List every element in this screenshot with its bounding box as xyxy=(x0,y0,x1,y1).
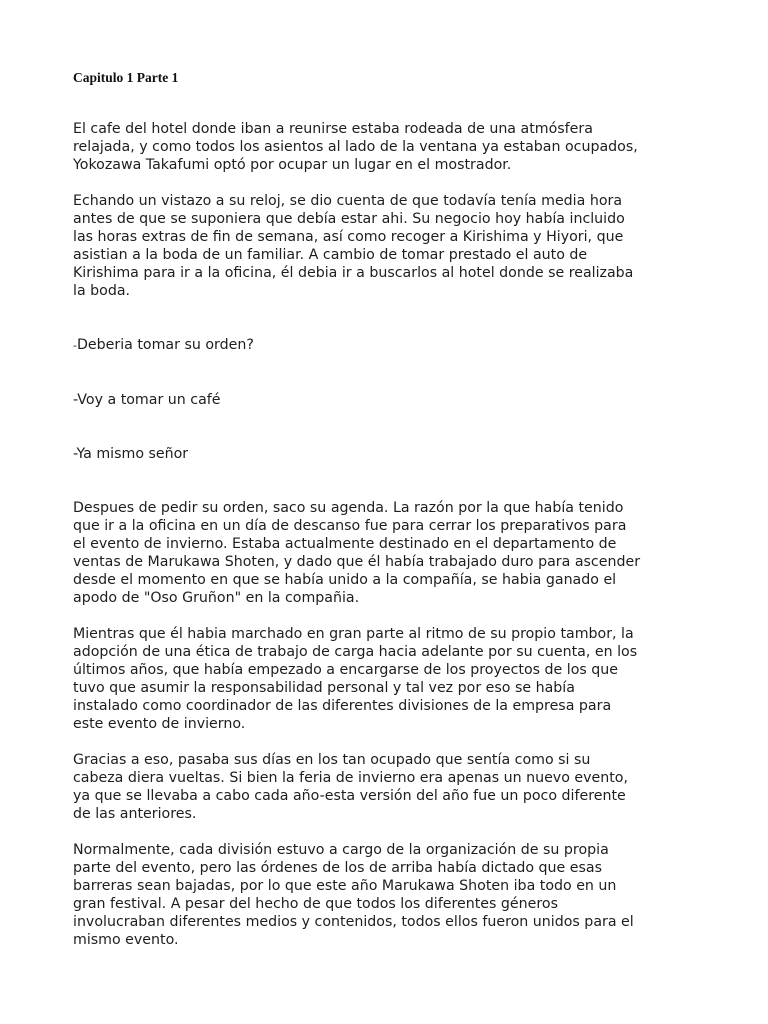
text-line: adopción de una ética de trabajo de carga hacia adelante por su cuenta, en los xyxy=(73,644,638,660)
text-line: antes de que se suponiera que debía estar ahi. Su negocio hoy había incluido xyxy=(73,211,625,227)
text-line: involucraban diferentes medios y contenidos, todos ellos fueron unidos para el xyxy=(73,914,634,930)
dialogue-line xyxy=(73,391,703,409)
text-line: Echando un vistazo a su reloj, se dio cuenta de que todavía tenía media hora xyxy=(73,193,623,209)
dialogue-dash: - xyxy=(73,392,78,408)
paragraph xyxy=(73,120,703,174)
text-line: Mientras que él habia marchado en gran parte al ritmo de su propio tambor, la xyxy=(73,626,634,642)
text-line: ventas de Marukawa Shoten, y dado que él había trabajado duro para ascender xyxy=(73,554,641,570)
dialogue-text: Deberia tomar su orden? xyxy=(76,337,254,353)
dialogue-line xyxy=(73,336,703,355)
text-line: Gracias a eso, pasaba sus días en los tan ocupado que sentía como si su xyxy=(73,752,591,768)
text-line: apodo de "Oso Gruñon" en la compañia. xyxy=(73,590,360,606)
text-line: barreras sean bajadas, por lo que este año Marukawa Shoten iba todo en un xyxy=(73,878,617,894)
text-line: de las anteriores. xyxy=(73,806,197,822)
text-line: Yokozawa Takafumi optó por ocupar un lugar en el mostrador. xyxy=(73,157,512,173)
paragraph xyxy=(73,841,703,949)
text-line: cabeza diera vueltas. Si bien la feria de invierno era apenas un nuevo evento, xyxy=(73,770,628,786)
text-line: gran festival. A pesar del hecho de que todos los diferentes géneros xyxy=(73,896,558,912)
text-line: instalado como coordinador de las diferentes divisiones de la empresa para xyxy=(73,698,612,714)
paragraph xyxy=(73,751,703,823)
paragraph xyxy=(73,625,703,733)
text-line: las horas extras de fin de semana, así como recoger a Kirishima y Hiyori, que xyxy=(73,229,624,245)
dialogue-text: Voy a tomar un café xyxy=(77,392,221,408)
text-line: ya que se llevaba a cabo cada año-esta versión del año fue un poco diferente xyxy=(73,788,626,804)
text-line: que ir a la oficina en un día de descanso fue para cerrar los preparativos para xyxy=(73,518,627,534)
dialogue-line xyxy=(73,445,703,463)
text-line: asistian a la boda de un familiar. A cambio de tomar prestado el auto de xyxy=(73,247,588,263)
text-line: desde el momento en que se había unido a la compañía, se habia ganado el xyxy=(73,572,617,588)
text-line: Normalmente, cada división estuvo a cargo de la organización de su propia xyxy=(73,842,609,858)
text-line: relajada, y como todos los asientos al lado de la ventana ya estaban ocupados, xyxy=(73,139,638,155)
text-line: parte del evento, pero las órdenes de los de arriba había dictado que esas xyxy=(73,860,602,876)
text-line: tuvo que asumir la responsabilidad personal y tal vez por eso se había xyxy=(73,680,575,696)
text-line: últimos años, que había empezado a encargarse de los proyectos de los que xyxy=(73,662,619,678)
document-body xyxy=(73,120,703,949)
chapter-title: Capitulo 1 Parte 1 xyxy=(73,70,179,85)
dialogue-dash: - xyxy=(73,339,77,352)
paragraph xyxy=(73,192,703,300)
text-line: Kirishima para ir a la oficina, él debia ir a buscarlos al hotel donde se realizaba xyxy=(73,265,634,281)
text-line: mismo evento. xyxy=(73,932,179,948)
dialogue-text: Ya mismo señor xyxy=(76,446,189,462)
text-line: El cafe del hotel donde iban a reunirse estaba rodeada de una atmósfera xyxy=(73,121,593,137)
dialogue-dash: - xyxy=(73,446,77,462)
text-line: el evento de invierno. Estaba actualmente destinado en el departamento de xyxy=(73,536,617,552)
text-line: Despues de pedir su orden, saco su agenda. La razón por la que había tenido xyxy=(73,500,624,516)
text-line: la boda. xyxy=(73,283,131,299)
paragraph xyxy=(73,499,703,607)
text-line: este evento de invierno. xyxy=(73,716,246,732)
